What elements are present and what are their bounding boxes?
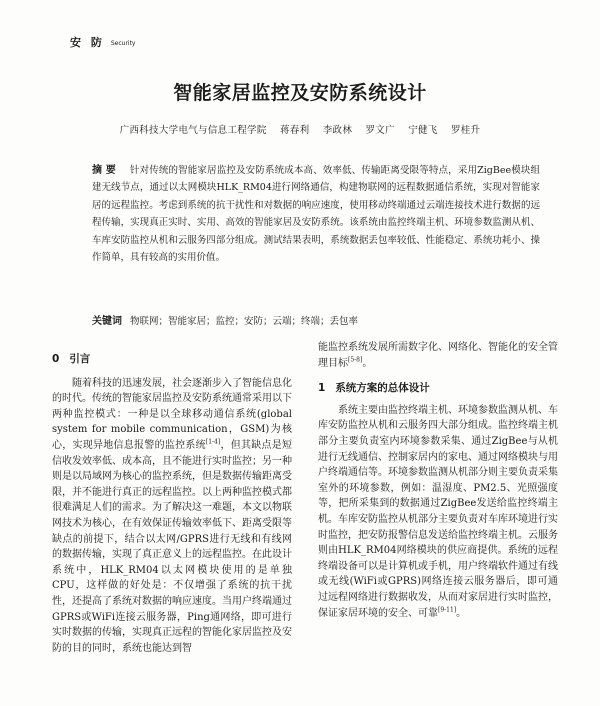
header-english: Security [110,39,136,47]
abstract [92,162,540,266]
section-number: 0 [52,353,60,365]
byline [0,122,600,136]
section-title: 系统方案的总体设计 [335,382,430,395]
abstract-label: 摘 要 [92,165,116,176]
abstract-text: 针对传统的智能家居监控及安防系统成本高、效率低、传输距离受限等特点，采用ZigBee模块组建无线节点，通过以太网模块HLK_RM04进行网络通信，构建物联网的远程数据通信系统，实现对智能家居的远程监控。考虑到系统的抗干扰性和对数据的响应速度，使用移动终端通过云端连接技术进行数据的远程传输，实现真正实时、实用、高效的智能家居及安防系统。该系统由监控终端主机、环境参数监测从机、车库安防监控从机和云服务四部分组成。测试结果表明，系统数据丢包率较低、性能稳定、系统功耗小、操作简单，具有较高的实用价值。 [92,165,540,264]
header-section: 安 防 [70,36,105,49]
section-title: 引言 [69,353,91,365]
running-header [70,34,135,50]
column-right [318,340,558,621]
citation: [9-11] [438,606,457,614]
author-name: 罗文广 [365,125,395,136]
keywords-text: 物联网；智能家居；监控；安防；云端；终端；丢包率 [130,316,359,327]
intro-cont-text: 能监控系统发展所需数字化、网络化、智能化的安全管理目标 [318,342,558,369]
overall-paragraph [318,403,558,621]
affiliation: 广西科技大学电气与信息工程学院 [119,125,267,136]
citation: [1-4] [205,438,221,446]
intro-continuation [318,340,558,371]
author-name: 罗桂升 [450,125,481,136]
citation: [5-8] [348,356,363,364]
intro-paragraph [52,376,292,657]
intro-cont-end: 。 [362,357,373,369]
overall-text-a: 系统主要由监控终端主机、环境参数监测从机、车库安防监控从机和云服务四大部分组成。监控终端主机部分主要负责室内环境参数采集、通过ZigBee与从机进行无线通信、控制家居内的家电、通过网络模块与用户终端通信等。环境参数监测从机部分则主要负责采集室外的环境参数，例如：温湿度、PM2.5、光照强度等，把所采集到的数据通过ZigBee发送给监控终端主机。车库安防监控从机部分主要负责对车库环境进行实时监控，把安防报警信息发送给监控终端主机。云服务则由HLK_RM04网络模块的供应商提供。系统的远程终端设备可以是计算机或手机，用户终端软件通过有线或无线(WiFi或GPRS)网络连接云服务器后，即可通过远程网络进行数据收发，从而对家居进行实时监控，保证家居环境的安全、可靠 [318,404,558,619]
paper-title: 智能家居监控及安防系统设计 [173,82,427,104]
author-name: 李政林 [322,125,353,136]
author-name: 蒋春利 [280,125,310,136]
intro-text-a: 随着科技的迅速发展，社会逐渐步入了智能信息化的时代。传统的智能家居监控及安防系统通常采用以下两种监控模式：一种是以全球移动通信系统(global system for mobile communication，GSM)为核心，实现异地信息报警的监控系统 [52,377,292,451]
keywords-label: 关键词 [92,316,122,327]
section-heading-intro [52,352,292,368]
keywords [92,312,540,327]
section-heading-overall [318,381,558,397]
section-number: 1 [318,382,326,395]
overall-text-b: 。 [456,607,467,619]
author-name: 宁健飞 [408,125,438,136]
intro-text-b: ，但其缺点是短信收发效率低、成本高，且不能进行实时监控；另一种则是以局域网为核心的监控系统，但是数据传输距离受限，并不能进行真正的远程监控。以上两种监控模式都很难满足人们的需求。为了解决这一难题，本文以物联网技术为核心，在有效保证传输效率低下、距离受限等缺点的前提下，结合以太网/GPRS进行无线和有线网的数据传输，实现了真正意义上的远程监控。在此设计系统中，HLK_RM04以太网模块使用的是单独CPU，这样做的好处是：不仅增强了系统的抗干扰性，还提高了系统对数据的响应速度。当用户终端通过GPRS或WiFi连接云服务器，Ping通网络，即可进行实时数据的传输，实现真正远程的智能化家居监控及安防的目的同时，系统也能达到智 [52,439,293,654]
column-left [52,352,292,656]
